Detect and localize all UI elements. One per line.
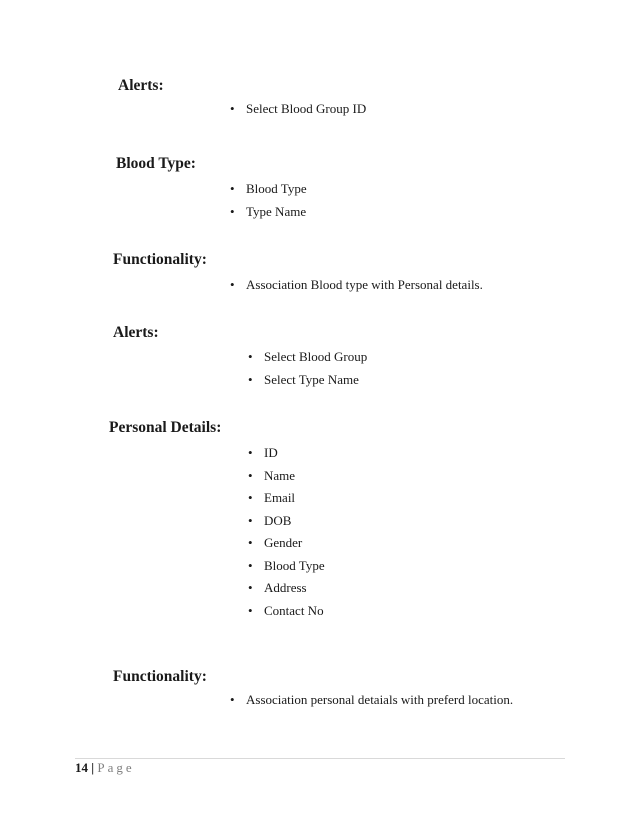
bullet-list-functionality-1	[230, 277, 483, 300]
list-item: • DOB	[248, 513, 325, 536]
list-item: • Email	[248, 490, 325, 513]
list-item: • Select Blood Group ID	[230, 101, 366, 124]
list-item: • Name	[248, 468, 325, 491]
bullet-list-alerts-2	[248, 349, 367, 394]
footer-divider	[75, 758, 565, 759]
page-number: 14	[75, 760, 88, 775]
page-label: Page	[97, 760, 135, 775]
list-item: • Select Type Name	[248, 372, 367, 395]
list-item: • Blood Type	[230, 181, 307, 204]
list-item: • ID	[248, 445, 325, 468]
bullet-list-functionality-2	[230, 692, 513, 715]
list-item: • Type Name	[230, 204, 307, 227]
section-heading-functionality-2: Functionality:	[113, 668, 207, 685]
list-item: • Select Blood Group	[248, 349, 367, 372]
section-heading-personal-details: Personal Details:	[109, 419, 222, 436]
bullet-list-blood-type	[230, 181, 307, 226]
section-heading-blood-type: Blood Type:	[116, 155, 196, 172]
list-item: • Contact No	[248, 603, 325, 626]
bullet-list-alerts-1	[230, 101, 366, 124]
page-footer	[75, 760, 135, 776]
section-heading-alerts-1: Alerts:	[118, 77, 164, 94]
section-heading-functionality-1: Functionality:	[113, 251, 207, 268]
list-item: • Address	[248, 580, 325, 603]
section-heading-alerts-2: Alerts:	[113, 324, 159, 341]
bullet-list-personal-details	[248, 445, 325, 625]
list-item: • Blood Type	[248, 558, 325, 581]
list-item: • Association Blood type with Personal details.	[230, 277, 483, 300]
list-item: • Gender	[248, 535, 325, 558]
footer-separator: |	[91, 760, 95, 775]
list-item: • Association personal detaials with preferd location.	[230, 692, 513, 715]
